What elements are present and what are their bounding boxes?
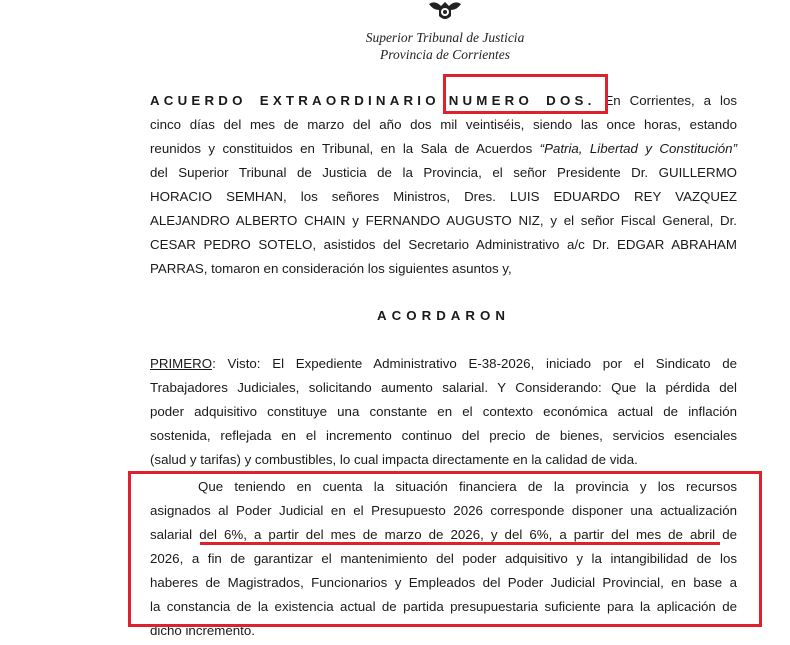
primero-line-4: sostenida, reflejada en el incremento continuo del precio de bienes, servicios esenciales <box>150 428 737 443</box>
coat-of-arms-icon <box>421 0 469 22</box>
acuerdo-title: ACUERDO EXTRAORDINARIO <box>150 93 440 108</box>
acordaron-heading: ACORDARON <box>377 308 510 323</box>
primero-line-3: poder adquisitivo constituye una constante en el contexto económica actual de inflación <box>150 404 737 419</box>
primero-line-1 <box>150 355 737 373</box>
considerando-line-7: dicho incremento. <box>150 623 255 638</box>
considerando-line-1: Que teniendo en cuenta la situación financiera de la provincia y los recursos <box>198 479 737 494</box>
intro-line-3 <box>150 140 737 158</box>
intro-line-4: del Superior Tribunal de Justicia de la Provincia, el señor Presidente Dr. GUILLERMO <box>150 165 737 180</box>
intro-text: En Corrientes, a los <box>604 93 737 108</box>
intro-line-3-text: reunidos y constituidos en Tribunal, en la Sala de Acuerdos <box>150 141 533 156</box>
acuerdo-number: NUMERO DOS. <box>448 93 596 108</box>
primero-line-2: Trabajadores Judiciales, solicitando aumento salarial. Y Considerando: Que la pérdida del <box>150 380 737 395</box>
paragraph-highlight-box <box>128 471 762 627</box>
institution-name: Superior Tribunal de Justicia <box>365 30 525 45</box>
intro-line-2: cinco días del mes de marzo del año dos mil veintiséis, siendo las once horas, estando <box>150 117 737 132</box>
motto: “Patria, Libertad y Constitución” <box>539 141 737 156</box>
considerando-line-4: 2026, a fin de garantizar el mantenimiento del poder adquisitivo y la intangibilidad de los <box>150 551 737 566</box>
intro-line-6: ALEJANDRO ALBERTO CHAIN y FERNANDO AUGUSTO NIZ, y el señor Fiscal General, Dr. <box>150 213 737 228</box>
considerando-line-5: haberes de Magistrados, Funcionarios y Empleados del Poder Judicial Provincial, en base a <box>150 575 737 590</box>
primero-text: : Visto: El Expediente Administrativo E-38-2026, iniciado por el Sindicato de <box>212 356 737 371</box>
intro-line-8: PARRAS, tomaron en consideración los siguientes asuntos y, <box>150 261 512 276</box>
considerando-line-6: la constancia de la existencia actual de partida presupuestaria suficiente para la aplicación de <box>150 599 737 614</box>
considerando-line-3: salarial del 6%, a partir del mes de marzo de 2026, y del 6%, a partir del mes de abril de <box>150 527 737 542</box>
primero-line-5: (salud y tarifas) y combustibles, lo cual impacta directamente en la calidad de vida. <box>150 452 638 467</box>
intro-line-5: HORACIO SEMHAN, los señores Ministros, Dres. LUIS EDUARDO REY VAZQUEZ <box>150 189 737 204</box>
percentage-underline <box>200 542 720 545</box>
considerando-line-2: asignados al Poder Judicial en el Presupuesto 2026 corresponde disponer una actualización <box>150 503 737 518</box>
number-highlight-box <box>443 74 608 114</box>
intro-line-7: CESAR PEDRO SOTELO, asistidos del Secretario Administrativo a/c Dr. EDGAR ABRAHAM <box>150 237 737 252</box>
primero-label: PRIMERO <box>150 356 213 371</box>
province-name: Provincia de Corrientes <box>380 47 510 62</box>
